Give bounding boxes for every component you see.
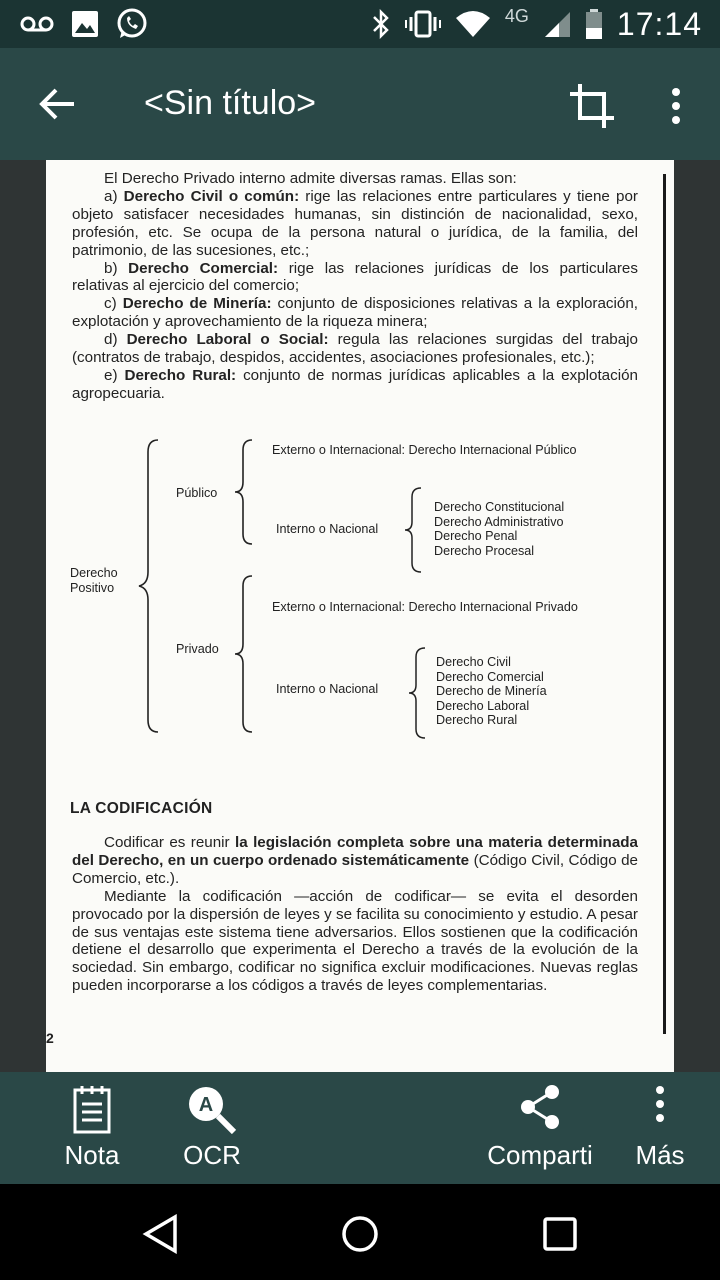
vibrate-icon — [405, 9, 441, 39]
list-item: Derecho Constitucional — [434, 500, 565, 514]
branch-a: a) Derecho Civil o común: rige las relaciones entre particulares y tiene por objeto satisfacer necesidades humanas, sin distinción de nacionalidad, sexo, profesión, etc. Se ocupa de la persona natural o jurídica, de la familia, del patrimonio, de las sucesiones, etc.; — [72, 187, 638, 259]
list-item: Derecho Rural — [436, 713, 518, 728]
share-button[interactable] — [478, 1072, 602, 1184]
publico-interno: Interno o Nacional — [276, 522, 379, 536]
share-label: Comparti — [487, 1140, 593, 1170]
list-item: Derecho Procesal — [434, 543, 535, 558]
svg-text:A: A — [198, 1094, 214, 1116]
home-nav-icon[interactable] — [340, 1214, 380, 1254]
intro-paragraph: El Derecho Privado interno admite diversas ramas. Ellas son: — [104, 170, 517, 187]
clock: 17:14 — [616, 5, 702, 42]
ocr-button[interactable] — [172, 1072, 252, 1184]
image-icon — [70, 9, 100, 39]
note-button[interactable] — [52, 1072, 132, 1184]
codification-text — [72, 834, 638, 995]
crop-icon[interactable] — [568, 82, 616, 130]
branch-b: b) Derecho Comercial: rige las relaciones jurídicas de los particulares relativas al ejercicio del comercio; — [72, 259, 638, 295]
more-button[interactable] — [626, 1072, 694, 1184]
bluetooth-icon — [371, 9, 391, 39]
privado-brace — [232, 574, 256, 734]
system-nav-bar — [0, 1184, 720, 1280]
voicemail-icon — [20, 9, 54, 39]
page-edge-line — [663, 174, 666, 1034]
document-viewer[interactable] — [0, 160, 720, 1072]
list-item: Derecho Penal — [434, 529, 518, 544]
privado-interno-list — [436, 655, 547, 728]
privado-label: Privado — [176, 642, 219, 656]
publico-interno-list — [434, 500, 564, 558]
scheme-root: Derecho Positivo — [70, 566, 118, 595]
list-item: Derecho Administrativo — [434, 514, 564, 529]
branch-d: d) Derecho Laboral o Social: regula las relaciones surgidas del trabajo (contratos de trabajo, despidos, accidentes, asociaciones profesionales, etc.); — [72, 331, 638, 367]
recents-nav-icon[interactable] — [542, 1216, 578, 1252]
list-item: Derecho Civil — [436, 655, 511, 669]
list-item: Derecho de Minería — [436, 684, 547, 699]
publico-interno-brace — [402, 486, 424, 574]
app-toolbar — [0, 48, 720, 160]
publico-label: Público — [176, 486, 218, 500]
back-arrow-icon[interactable] — [36, 82, 80, 126]
ocr-label: OCR — [183, 1140, 241, 1170]
document-title: <Sin título> — [144, 84, 317, 122]
codification-paragraph-2: Mediante la codificación —acción de codificar— se evita el desorden provocado por la dispersión de leyes y se facilita su conocimiento y estudio. A pesar de sus ventajas este sistema tiene adversarios. Ellos sostienen que la codificación detiene el desarrollo que experimenta el Derecho a través de la evolución de la sociedad. Sin embargo, codificar no significa excluir modificaciones. Nuevas reglas pueden incorporarse a los códigos a través de leyes complementarias. — [72, 887, 638, 995]
root-brace — [136, 438, 162, 734]
wifi-icon — [455, 10, 491, 38]
share-icon — [518, 1084, 562, 1130]
more-vert-icon — [650, 1084, 670, 1124]
codification-paragraph-1: Codificar es reunir la legislación completa sobre una materia determinada del Derecho, en un cuerpo ordenado sistemáticamente (Código Civil, Código de Comercio, etc.). — [72, 834, 638, 887]
privado-interno: Interno o Nacional — [276, 682, 379, 696]
ocr-search-icon — [186, 1084, 238, 1134]
page-number: 2 — [46, 1030, 54, 1046]
back-nav-icon[interactable] — [142, 1214, 180, 1254]
section-heading: LA CODIFICACIÓN — [70, 800, 213, 817]
status-bar — [0, 0, 720, 48]
scanned-page[interactable] — [46, 160, 674, 1072]
signal-icon — [543, 10, 571, 38]
more-vert-icon[interactable] — [660, 82, 692, 130]
privado-interno-brace — [406, 646, 428, 740]
branches-text — [72, 170, 638, 403]
notepad-icon — [72, 1084, 112, 1134]
note-label: Nota — [64, 1140, 120, 1170]
more-label: Más — [635, 1140, 685, 1170]
privado-externo: Externo o Internacional: Derecho Internacional Privado — [272, 600, 578, 614]
whatsapp-icon — [116, 8, 148, 40]
publico-brace — [232, 438, 256, 546]
list-item: Derecho Laboral — [436, 698, 530, 713]
branch-e: e) Derecho Rural: conjunto de normas jurídicas aplicables a la explotación agropecuaria. — [72, 366, 638, 402]
network-type: 4G — [504, 5, 529, 26]
bottom-action-bar — [0, 1072, 720, 1184]
publico-externo: Externo o Internacional: Derecho Internacional Público — [272, 443, 577, 457]
list-item: Derecho Comercial — [436, 669, 544, 684]
branch-c: c) Derecho de Minería: conjunto de disposiciones relativas a la exploración, explotación y aprovechamiento de la riqueza minera; — [72, 295, 638, 331]
battery-icon — [585, 8, 603, 40]
